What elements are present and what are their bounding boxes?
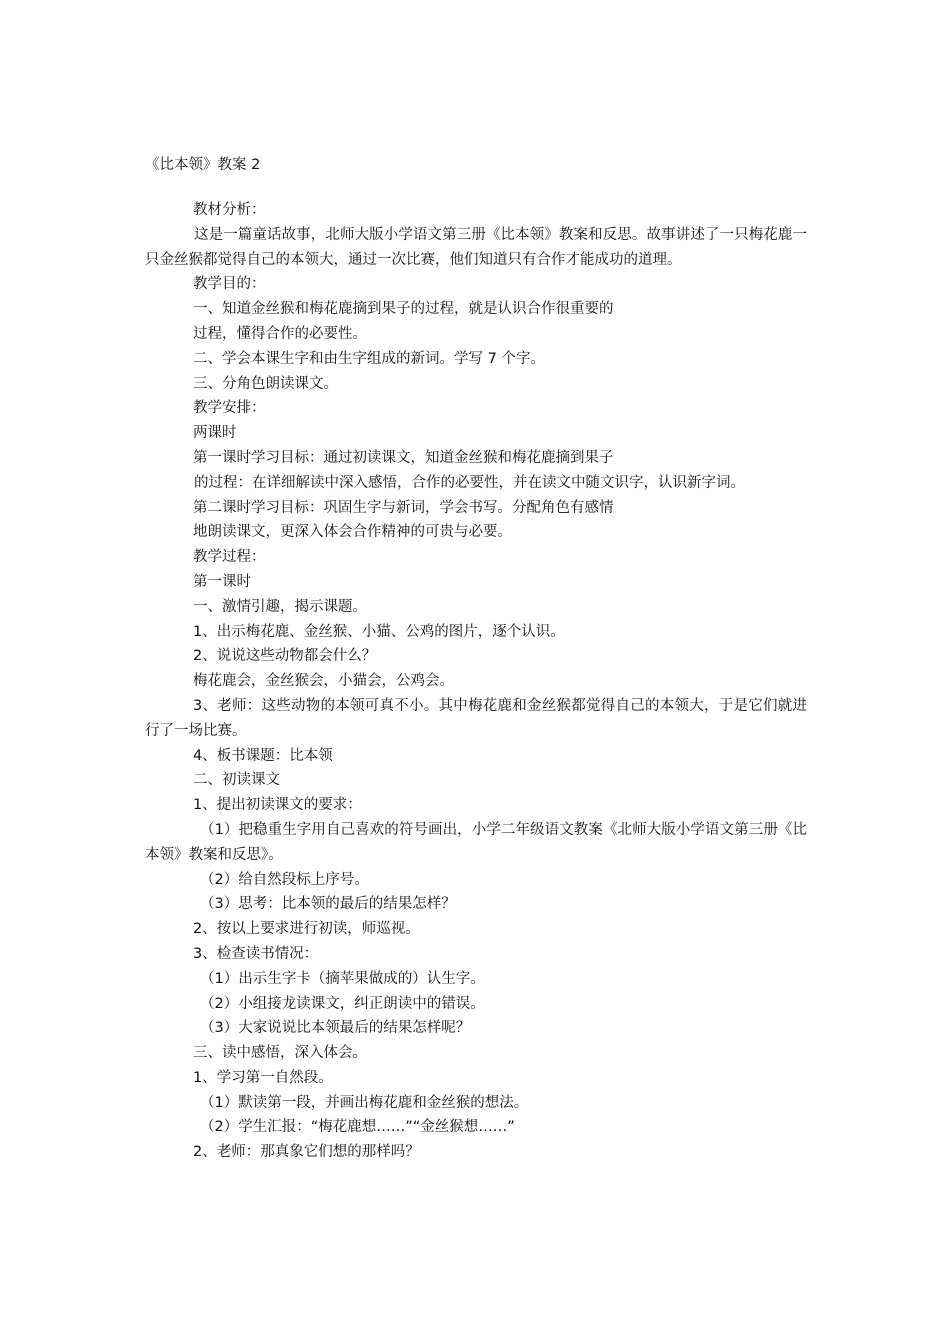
paragraph-step-2-3-b: （2）小组接龙读课文，纠正朗读中的错误。 <box>200 995 485 1012</box>
paragraph-step-2-1-c: （3）思考：比本领的最后的结果怎样？ <box>200 896 456 913</box>
paragraph-step-2-3-a: （1）出示生字卡（摘苹果做成的）认生字。 <box>200 970 485 987</box>
paragraph-material-analysis: 这是一篇童话故事，北师大版小学语文第三册《比本领》教案和反思。故事讲述了一只梅花鹿一只金丝猴都觉得自己的本领大，通过一次比赛，他们知道只有合作才能成功的道理。 <box>145 226 807 268</box>
paragraph-step-2-3: 3、检查读书情况： <box>193 945 319 962</box>
paragraph-teaching-goals-heading: 教学目的： <box>193 276 266 293</box>
paragraph-step-2-1-b: （2）给自然段标上序号。 <box>200 871 369 888</box>
paragraph-animal-skills: 梅花鹿会，金丝猴会，小猫会，公鸡会。 <box>193 673 454 690</box>
paragraph-first-lesson: 第一课时 <box>193 573 251 590</box>
paragraph-step-1-2: 2、说说这些动物都会什么？ <box>193 648 377 665</box>
paragraph-lesson-1-goals: 第一课时学习目标：通过初读课文，知道金丝猴和梅花鹿摘到果子 <box>193 449 614 466</box>
paragraph-step-3-2: 2、老师：那真象它们想的那样吗？ <box>193 1144 420 1161</box>
paragraph-step-1-4: 4、板书课题：比本领 <box>193 747 333 764</box>
paragraph-step-2-1-a: （1）把稳重生字用自己喜欢的符号画出，小学二年级语文教案《北师大版小学语文第三册《比本领》教案和反思》。 <box>145 821 807 863</box>
paragraph-goal-1: 一、知道金丝猴和梅花鹿摘到果子的过程，就是认识合作很重要的 <box>193 301 614 318</box>
paragraph-goal-2: 二、学会本课生字和由生字组成的新词。学写 7 个字。 <box>193 350 545 367</box>
paragraph-lesson-2-goals-continued: 地朗读课文，更深入体会合作精神的可贵与必要。 <box>193 524 512 541</box>
paragraph-step-1-3: 3、老师：这些动物的本领可真不小。其中梅花鹿和金丝猴都觉得自己的本领大，于是它们就进行了一场比赛。 <box>145 697 807 739</box>
paragraph-process-heading: 教学过程： <box>193 549 266 566</box>
paragraph-step-3-1: 1、学习第一自然段。 <box>193 1069 333 1086</box>
paragraph-step-3-1-a: （1）默读第一段，并画出梅花鹿和金丝猴的想法。 <box>200 1094 529 1111</box>
paragraph-step-2-2: 2、按以上要求进行初读，师巡视。 <box>193 921 420 938</box>
paragraph-goal-3: 三、分角色朗读课文。 <box>193 375 338 392</box>
paragraph-step-2-1: 1、提出初读课文的要求： <box>193 797 362 814</box>
paragraph-goal-1-continued: 过程，懂得合作的必要性。 <box>193 325 367 342</box>
paragraph-section-3: 三、读中感悟，深入体会。 <box>193 1045 367 1062</box>
document-body <box>145 198 807 1165</box>
paragraph-section-1: 一、激情引趣，揭示课题。 <box>193 598 367 615</box>
paragraph-section-2: 二、初读课文 <box>193 772 280 789</box>
paragraph-material-analysis-heading: 教材分析： <box>193 202 266 218</box>
paragraph-step-3-1-b: （2）学生汇报：“梅花鹿想……”“金丝猴想……” <box>200 1119 515 1136</box>
paragraph-lesson-1-goals-continued: 的过程：在详细解读中深入感悟，合作的必要性，并在读文中随文识字，认识新字词。 <box>194 474 745 491</box>
paragraph-step-2-3-c: （3）大家说说比本领最后的结果怎样呢？ <box>200 1020 471 1037</box>
paragraph-arrangement-heading: 教学安排： <box>193 400 266 417</box>
document-title: 《比本领》教案 2 <box>145 157 261 173</box>
paragraph-step-1-1: 1、出示梅花鹿、金丝猴、小猫、公鸡的图片，逐个认识。 <box>193 623 565 640</box>
paragraph-two-lessons: 两课时 <box>193 425 237 442</box>
paragraph-lesson-2-goals: 第二课时学习目标：巩固生字与新词，学会书写。分配角色有感情 <box>193 499 614 516</box>
